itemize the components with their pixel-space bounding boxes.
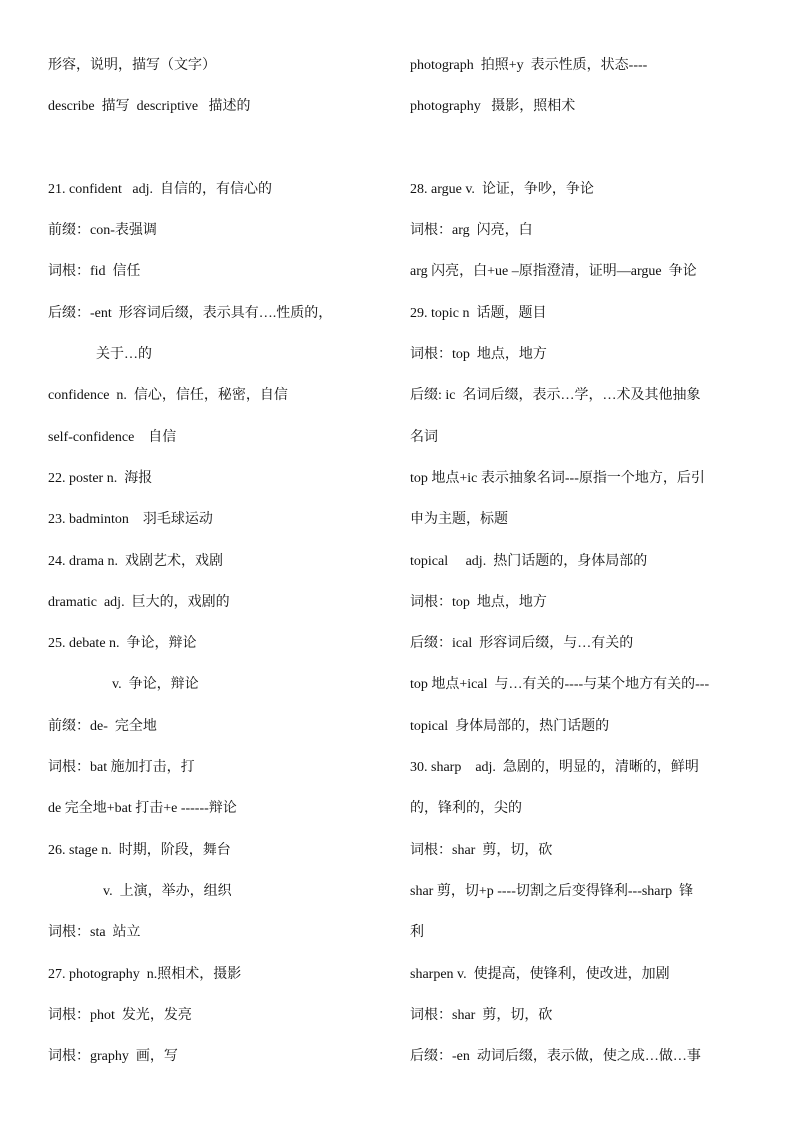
left-line-10: 22. poster n. 海报 — [48, 470, 153, 486]
left-line-2 — [48, 139, 398, 159]
right-line-2 — [410, 139, 760, 159]
right-line-24: 后缀：-en 动词后缀，表示做，使之成…做…事 — [410, 1049, 701, 1065]
right-line-12: topical adj. 热门话题的，身体局部的 — [410, 553, 648, 569]
left-line-9: self-confidence 自信 — [48, 429, 177, 445]
right-line-5: arg 闪亮，白+ue –原指澄清，证明—argue 争论 — [410, 264, 697, 280]
right-line-4: 词根：arg 闪亮，白 — [410, 223, 533, 239]
left-line-6: 后缀：-ent 形容词后缀，表示具有….性质的， — [48, 305, 333, 321]
left-line-20: v. 上演，举办，组织 — [103, 883, 232, 899]
left-column — [48, 56, 398, 1088]
left-line-13: dramatic adj. 巨大的，戏剧的 — [48, 594, 230, 610]
right-line-10: top 地点+ic 表示抽象名词---原指一个地方，后引 — [410, 470, 705, 486]
left-line-1: describe 描写 descriptive 描述的 — [48, 99, 251, 115]
left-line-15: v. 争论，辩论 — [112, 677, 199, 693]
right-line-16: topical 身体局部的，热门话题的 — [410, 718, 610, 734]
left-line-23: 词根：phot 发光，发亮 — [48, 1007, 192, 1023]
right-line-13: 词根：top 地点，地方 — [410, 594, 547, 610]
right-line-14: 后缀：ical 形容词后缀，与…有关的 — [410, 636, 634, 652]
left-line-12: 24. drama n. 戏剧艺术，戏剧 — [48, 553, 223, 569]
left-line-21: 词根：sta 站立 — [48, 925, 141, 941]
left-line-0: 形容，说明，描写（文字） — [48, 58, 216, 73]
left-line-4: 前缀：con-表强调 — [48, 223, 157, 239]
right-line-9: 名词 — [410, 429, 438, 445]
right-line-7: 词根：top 地点，地方 — [410, 347, 547, 363]
right-line-18: 的，锋利的，尖的 — [410, 801, 522, 817]
left-line-7: 关于…的 — [96, 347, 152, 363]
right-line-21: 利 — [410, 925, 424, 941]
right-line-23: 词根：shar 剪，切，砍 — [410, 1007, 553, 1023]
left-line-5: 词根：fid 信任 — [48, 264, 141, 280]
left-line-24: 词根：graphy 画，写 — [48, 1049, 178, 1065]
right-line-1: photography 摄影，照相术 — [410, 99, 576, 115]
left-line-18: de 完全地+bat 打击+e ------辩论 — [48, 801, 237, 817]
right-column — [410, 56, 760, 1088]
right-line-20: shar 剪，切+p ----切割之后变得锋利---sharp 锋 — [410, 883, 694, 899]
left-line-14: 25. debate n. 争论，辩论 — [48, 636, 197, 652]
right-line-22: sharpen v. 使提高，使锋利，使改进，加剧 — [410, 966, 670, 982]
right-line-6: 29. topic n 话题，题目 — [410, 305, 547, 321]
right-line-3: 28. argue v. 论证，争吵，争论 — [410, 181, 594, 197]
left-line-19: 26. stage n. 时期，阶段，舞台 — [48, 842, 231, 858]
right-line-19: 词根：shar 剪，切，砍 — [410, 842, 553, 858]
right-line-11: 申为主题，标题 — [410, 512, 508, 528]
left-line-16: 前缀：de- 完全地 — [48, 718, 157, 734]
left-line-8: confidence n. 信心，信任，秘密，自信 — [48, 388, 288, 404]
right-line-0: photograph 拍照+y 表示性质，状态---- — [410, 58, 648, 73]
left-line-3: 21. confident adj. 自信的，有信心的 — [48, 181, 272, 197]
left-line-22: 27. photography n.照相术，摄影 — [48, 966, 242, 982]
left-line-11: 23. badminton 羽毛球运动 — [48, 512, 213, 528]
right-line-8: 后缀: ic 名词后缀，表示…学，…术及其他抽象 — [410, 388, 701, 404]
right-line-17: 30. sharp adj. 急剧的，明显的，清晰的，鲜明 — [410, 760, 699, 776]
right-line-15: top 地点+ical 与…有关的----与某个地方有关的--- — [410, 677, 710, 693]
left-line-17: 词根：bat 施加打击，打 — [48, 760, 195, 776]
